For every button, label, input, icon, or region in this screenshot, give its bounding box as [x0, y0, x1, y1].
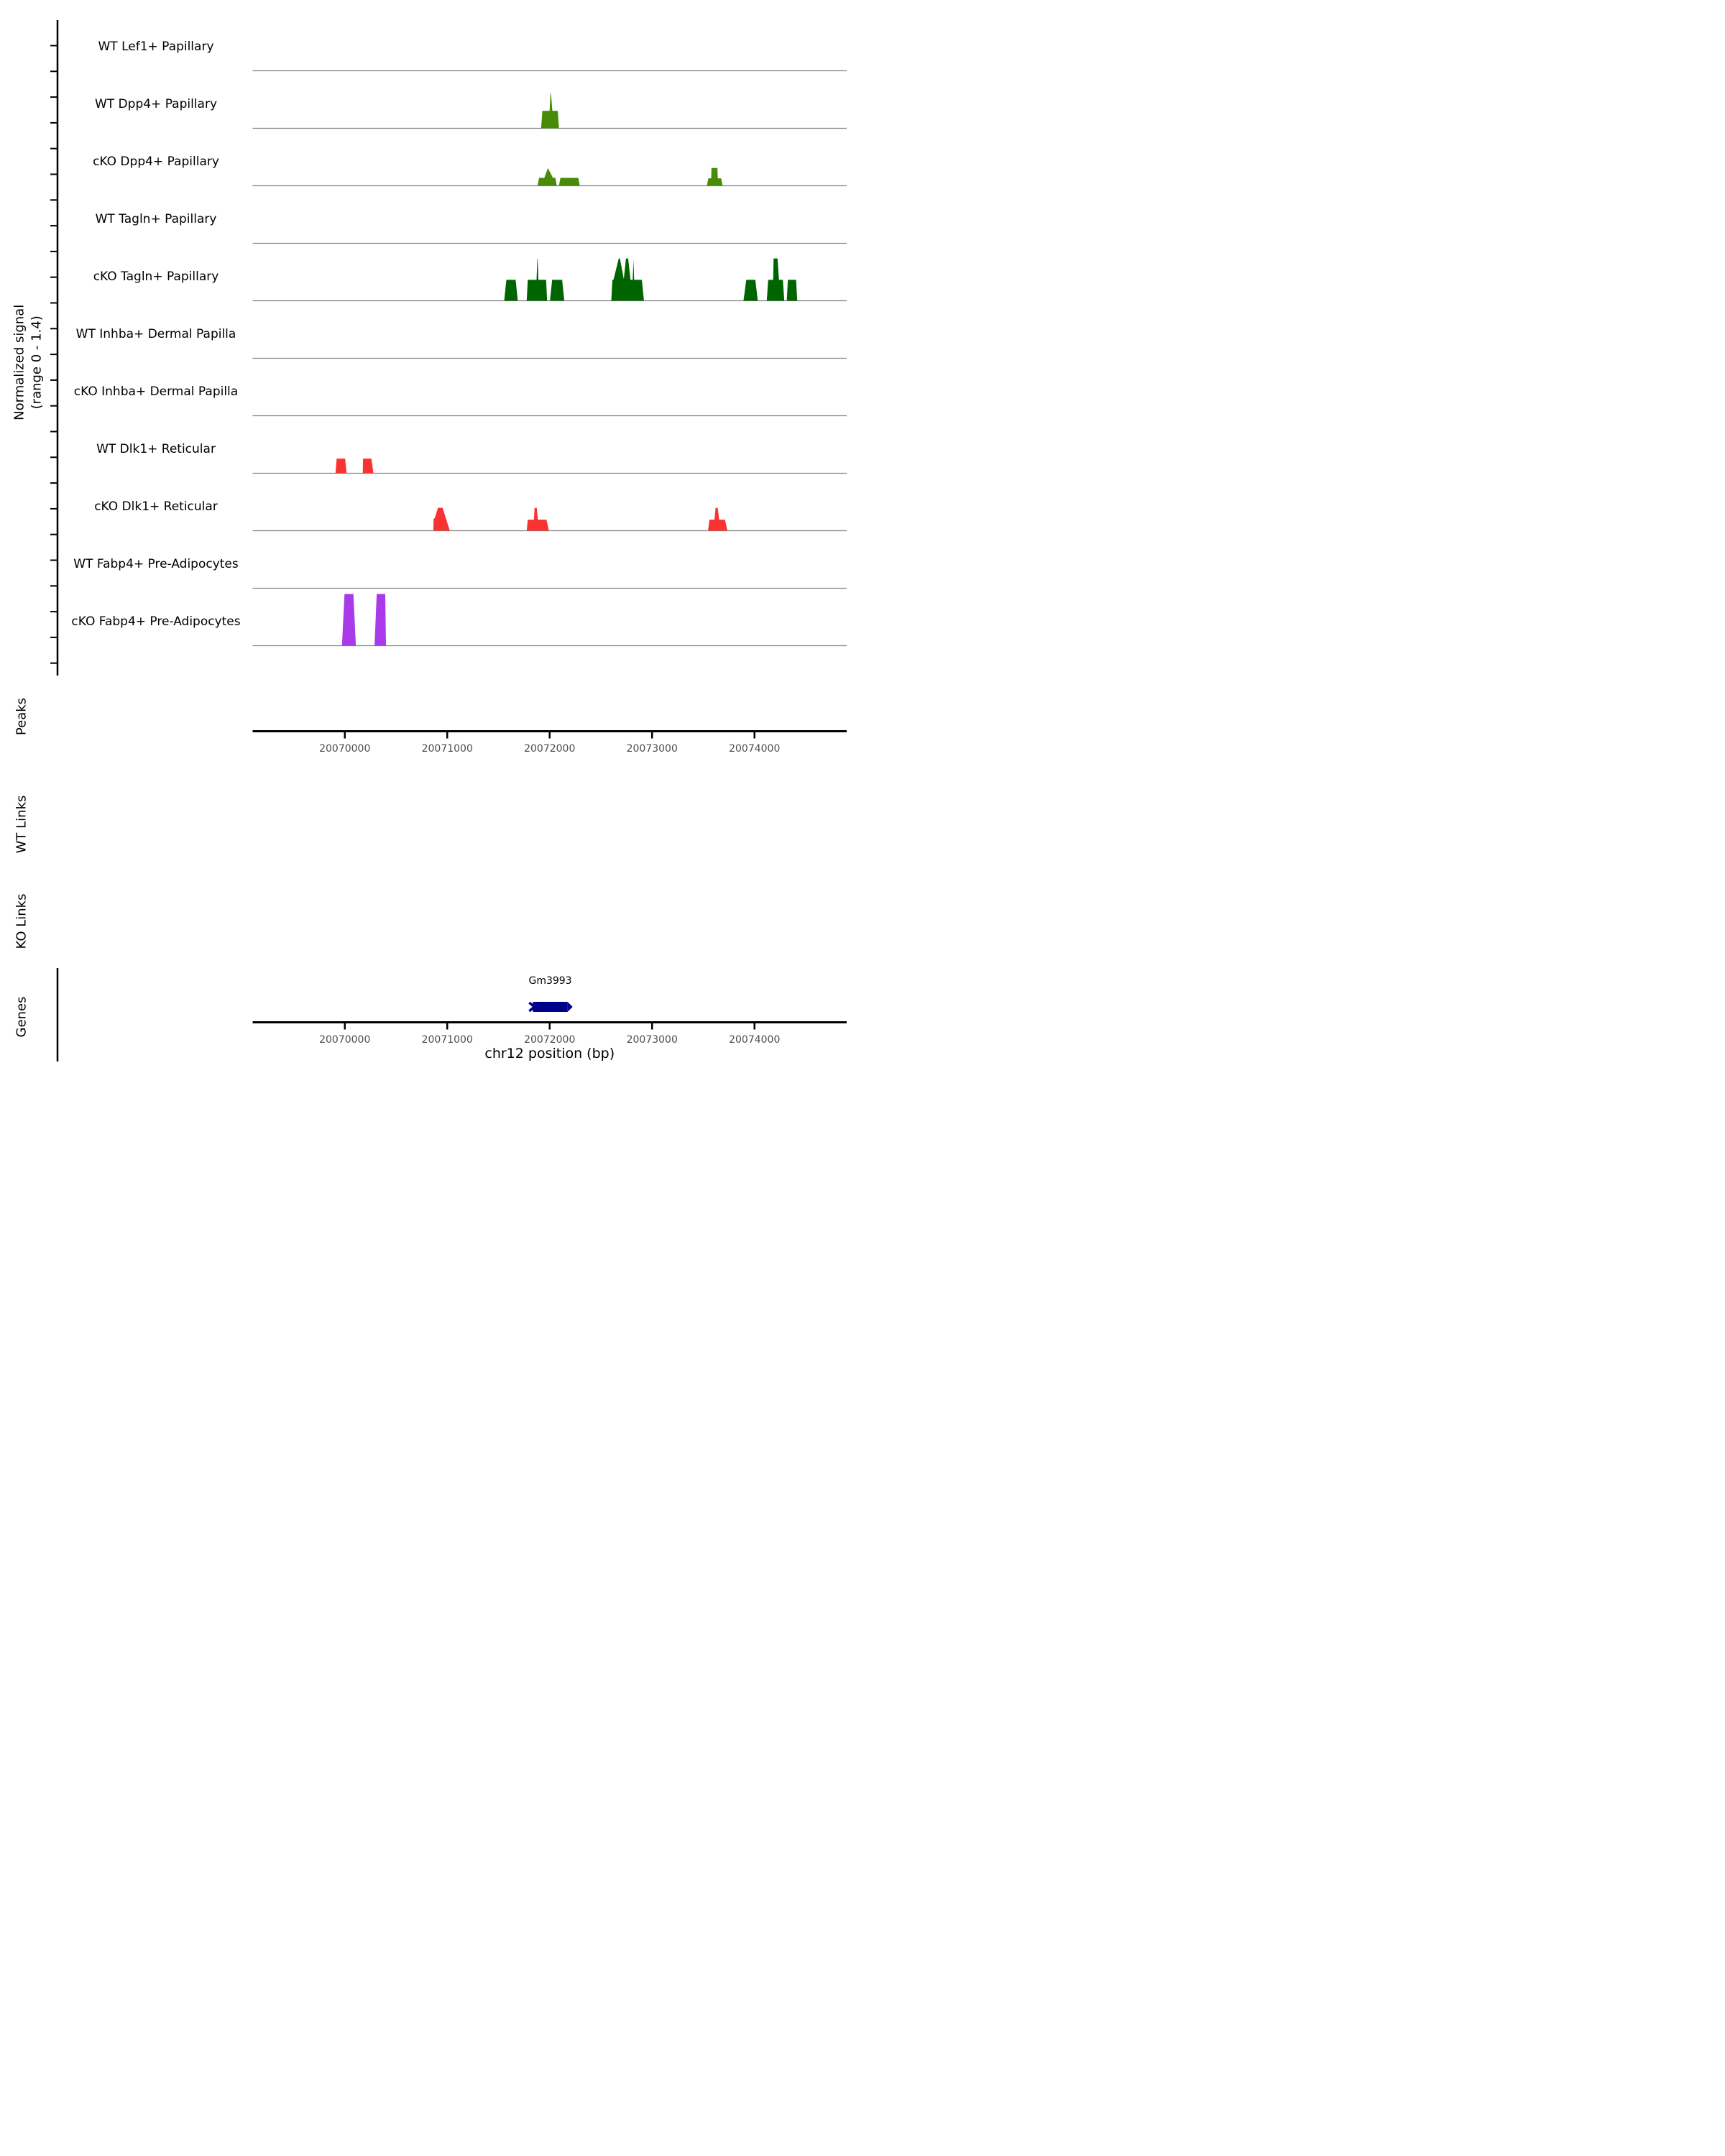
x-tick-label-peaks: 20074000 — [729, 742, 781, 755]
signal-peak — [743, 280, 758, 300]
x-tick-label-genes: 20073000 — [626, 1033, 678, 1046]
x-tick-label-peaks: 20073000 — [626, 742, 678, 755]
x-tick-label-peaks: 20071000 — [421, 742, 473, 755]
section-label: WT Links — [14, 795, 29, 854]
track-label: WT Fabp4+ Pre-Adipocytes — [73, 556, 239, 571]
y-axis-label-line2: (range 0 - 1.4) — [29, 315, 45, 410]
track-label: WT Tagln+ Papillary — [95, 211, 217, 226]
track-label: WT Inhba+ Dermal Papilla — [75, 326, 236, 341]
signal-peak — [541, 93, 559, 128]
signal-peak — [336, 459, 346, 473]
section-label: Peaks — [14, 697, 29, 736]
gene-arrowhead — [568, 1002, 573, 1012]
track-label: WT Dpp4+ Papillary — [94, 96, 218, 111]
section-label: Genes — [14, 996, 29, 1038]
signal-peak — [707, 168, 723, 186]
x-tick-label-peaks: 20070000 — [319, 742, 371, 755]
x-tick-label-genes: 20074000 — [729, 1033, 781, 1046]
x-tick-label-peaks: 20072000 — [524, 742, 576, 755]
signal-peak — [787, 280, 798, 300]
signal-peak — [527, 508, 549, 531]
track-label: WT Lef1+ Papillary — [98, 39, 214, 54]
signal-peak — [708, 508, 727, 531]
signal-peak — [550, 280, 564, 300]
figure — [0, 0, 862, 1078]
gene-name-label: Gm3993 — [528, 975, 572, 987]
y-axis-label-line1: Normalized signal — [12, 304, 27, 420]
section-label: KO Links — [14, 893, 29, 949]
gene-body — [533, 1002, 567, 1012]
signal-peak — [559, 178, 580, 186]
x-tick-label-genes: 20071000 — [421, 1033, 473, 1046]
signal-peak — [527, 259, 547, 300]
track-label: WT Dlk1+ Reticular — [96, 441, 216, 456]
signal-peak — [767, 259, 784, 301]
signal-peak — [363, 459, 374, 473]
track-label: cKO Inhba+ Dermal Papilla — [73, 384, 239, 399]
signal-peak — [374, 594, 386, 646]
x-tick-label-genes: 20070000 — [319, 1033, 371, 1046]
track-label: cKO Fabp4+ Pre-Adipocytes — [71, 614, 241, 629]
signal-peak — [342, 594, 356, 646]
signal-peak — [433, 508, 450, 531]
signal-peak — [538, 168, 557, 186]
signal-peak — [505, 280, 518, 300]
x-tick-label-genes: 20072000 — [524, 1033, 576, 1046]
track-label: cKO Dpp4+ Papillary — [93, 154, 219, 169]
signal-peak — [612, 259, 644, 301]
track-label: cKO Dlk1+ Reticular — [94, 499, 218, 514]
track-label: cKO Tagln+ Papillary — [93, 269, 219, 284]
x-axis-title: chr12 position (bp) — [484, 1046, 615, 1061]
